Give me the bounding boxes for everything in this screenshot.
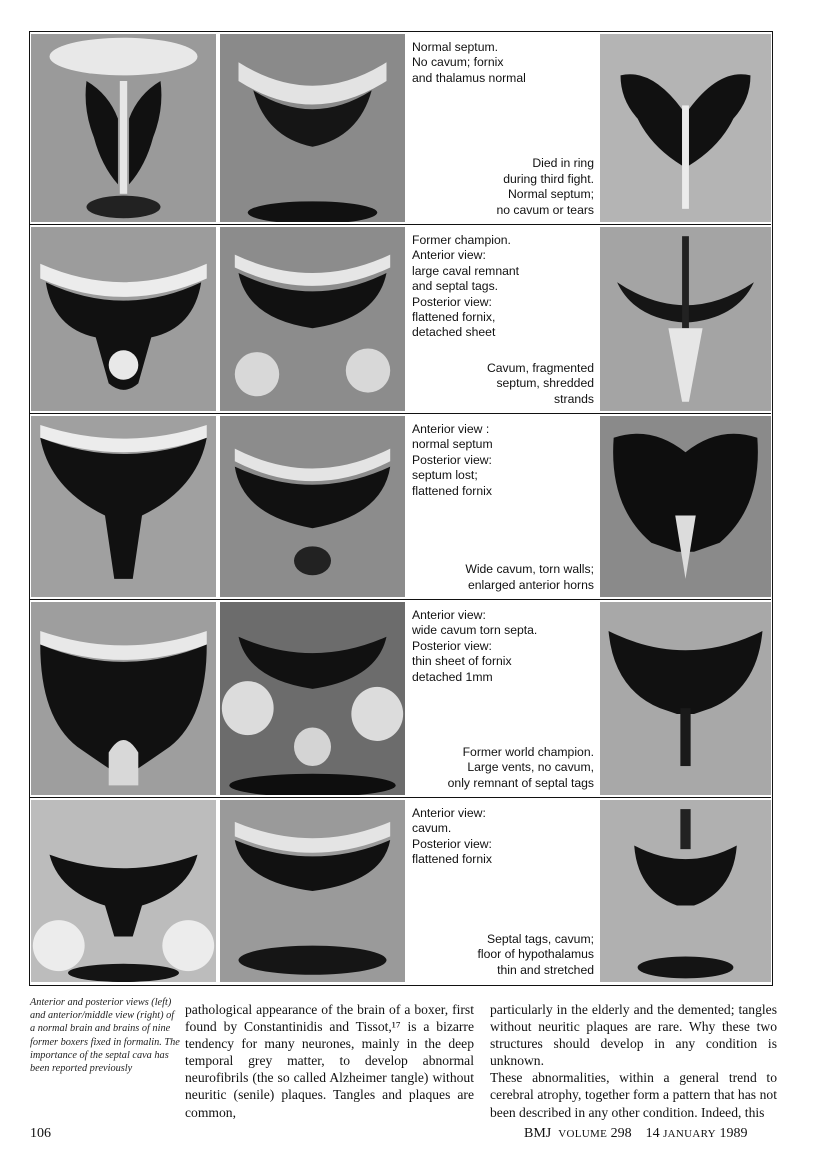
brain-section-middle — [600, 416, 771, 597]
journal-footer — [524, 1126, 747, 1142]
figure-caption-top: Anterior view: wide cavum torn septa. Posterior view: thin sheet of fornix detached 1mm — [412, 608, 538, 684]
brain-section-posterior — [220, 416, 405, 597]
body-text-column-1: pathological appearance of the brain of a boxer, first found by Constantinidis and Tissot,¹⁷ is a bizarre tendency for many neurones, mainly in the deep temporal grey matter, to develop abnormal neurofibrils (the so called Alzheimer tangle) without neuritic (senile) plaques. Tangles and plaques are common, — [185, 1002, 474, 1120]
figure-row-5 — [30, 798, 771, 984]
brain-section-posterior — [220, 34, 405, 222]
brain-section-posterior — [220, 800, 405, 982]
brain-section-middle — [600, 602, 771, 795]
figure-caption-bottom: Cavum, fragmented septum, shredded strands — [486, 360, 594, 406]
issue-day: 14 — [645, 1126, 660, 1141]
brain-section-middle — [600, 800, 771, 982]
brain-section-posterior — [220, 602, 405, 795]
figure-caption-top: Former champion. Anterior view: large caval remnant and septal tags. Posterior view: flattened fornix, detached sheet — [412, 233, 520, 340]
figure-row-2 — [30, 225, 771, 414]
figure-row-1 — [30, 32, 771, 225]
volume-number: 298 — [610, 1126, 632, 1141]
body-text-column-2: particularly in the elderly and the demented; tangles without neuritic plaques are rare. Why these two structures should develop in any condition is unknown. These abnormalities, within a general trend to cerebral atrophy, together form a pattern that has not been described in any other condition. Indeed, this — [490, 1002, 777, 1120]
figure-caption-bottom: Former world champion. Large vents, no cavum, only remnant of septal tags — [447, 744, 594, 790]
brain-figure — [29, 31, 773, 986]
brain-section-anterior — [31, 800, 216, 982]
brain-section-anterior — [31, 227, 216, 411]
issue-month: JANUARY — [663, 1128, 716, 1140]
brain-section-middle — [600, 227, 771, 411]
figure-caption-bottom: Died in ring during third fight. Normal septum; no cavum or tears — [496, 156, 594, 217]
volume-label: VOLUME — [558, 1128, 608, 1140]
journal-name: BMJ — [524, 1126, 552, 1141]
brain-section-middle — [600, 34, 771, 222]
figure-legend: Anterior and posterior views (left) and anterior/middle view (right) of a normal brain and brains of nine former boxers fixed in formalin. The importance of the septal cava has been reported previously — [30, 997, 180, 1075]
figure-caption-top: Anterior view: cavum. Posterior view: flattened fornix — [412, 806, 492, 867]
brain-section-anterior — [31, 416, 216, 597]
figure-caption-bottom: Septal tags, cavum; floor of hypothalamus thin and stretched — [477, 931, 594, 977]
figure-caption-top: Anterior view : normal septum Posterior view: septum lost; flattened fornix — [412, 422, 493, 498]
figure-row-4 — [30, 600, 771, 798]
brain-section-posterior — [220, 227, 405, 411]
brain-section-anterior — [31, 602, 216, 795]
page-number: 106 — [30, 1126, 51, 1141]
figure-caption-bottom: Wide cavum, torn walls; enlarged anterior horns — [465, 562, 594, 592]
brain-section-anterior — [31, 34, 216, 222]
issue-year: 1989 — [719, 1126, 748, 1141]
figure-caption-top: Normal septum. No cavum; fornix and thalamus normal — [412, 40, 526, 85]
figure-row-3 — [30, 414, 771, 600]
